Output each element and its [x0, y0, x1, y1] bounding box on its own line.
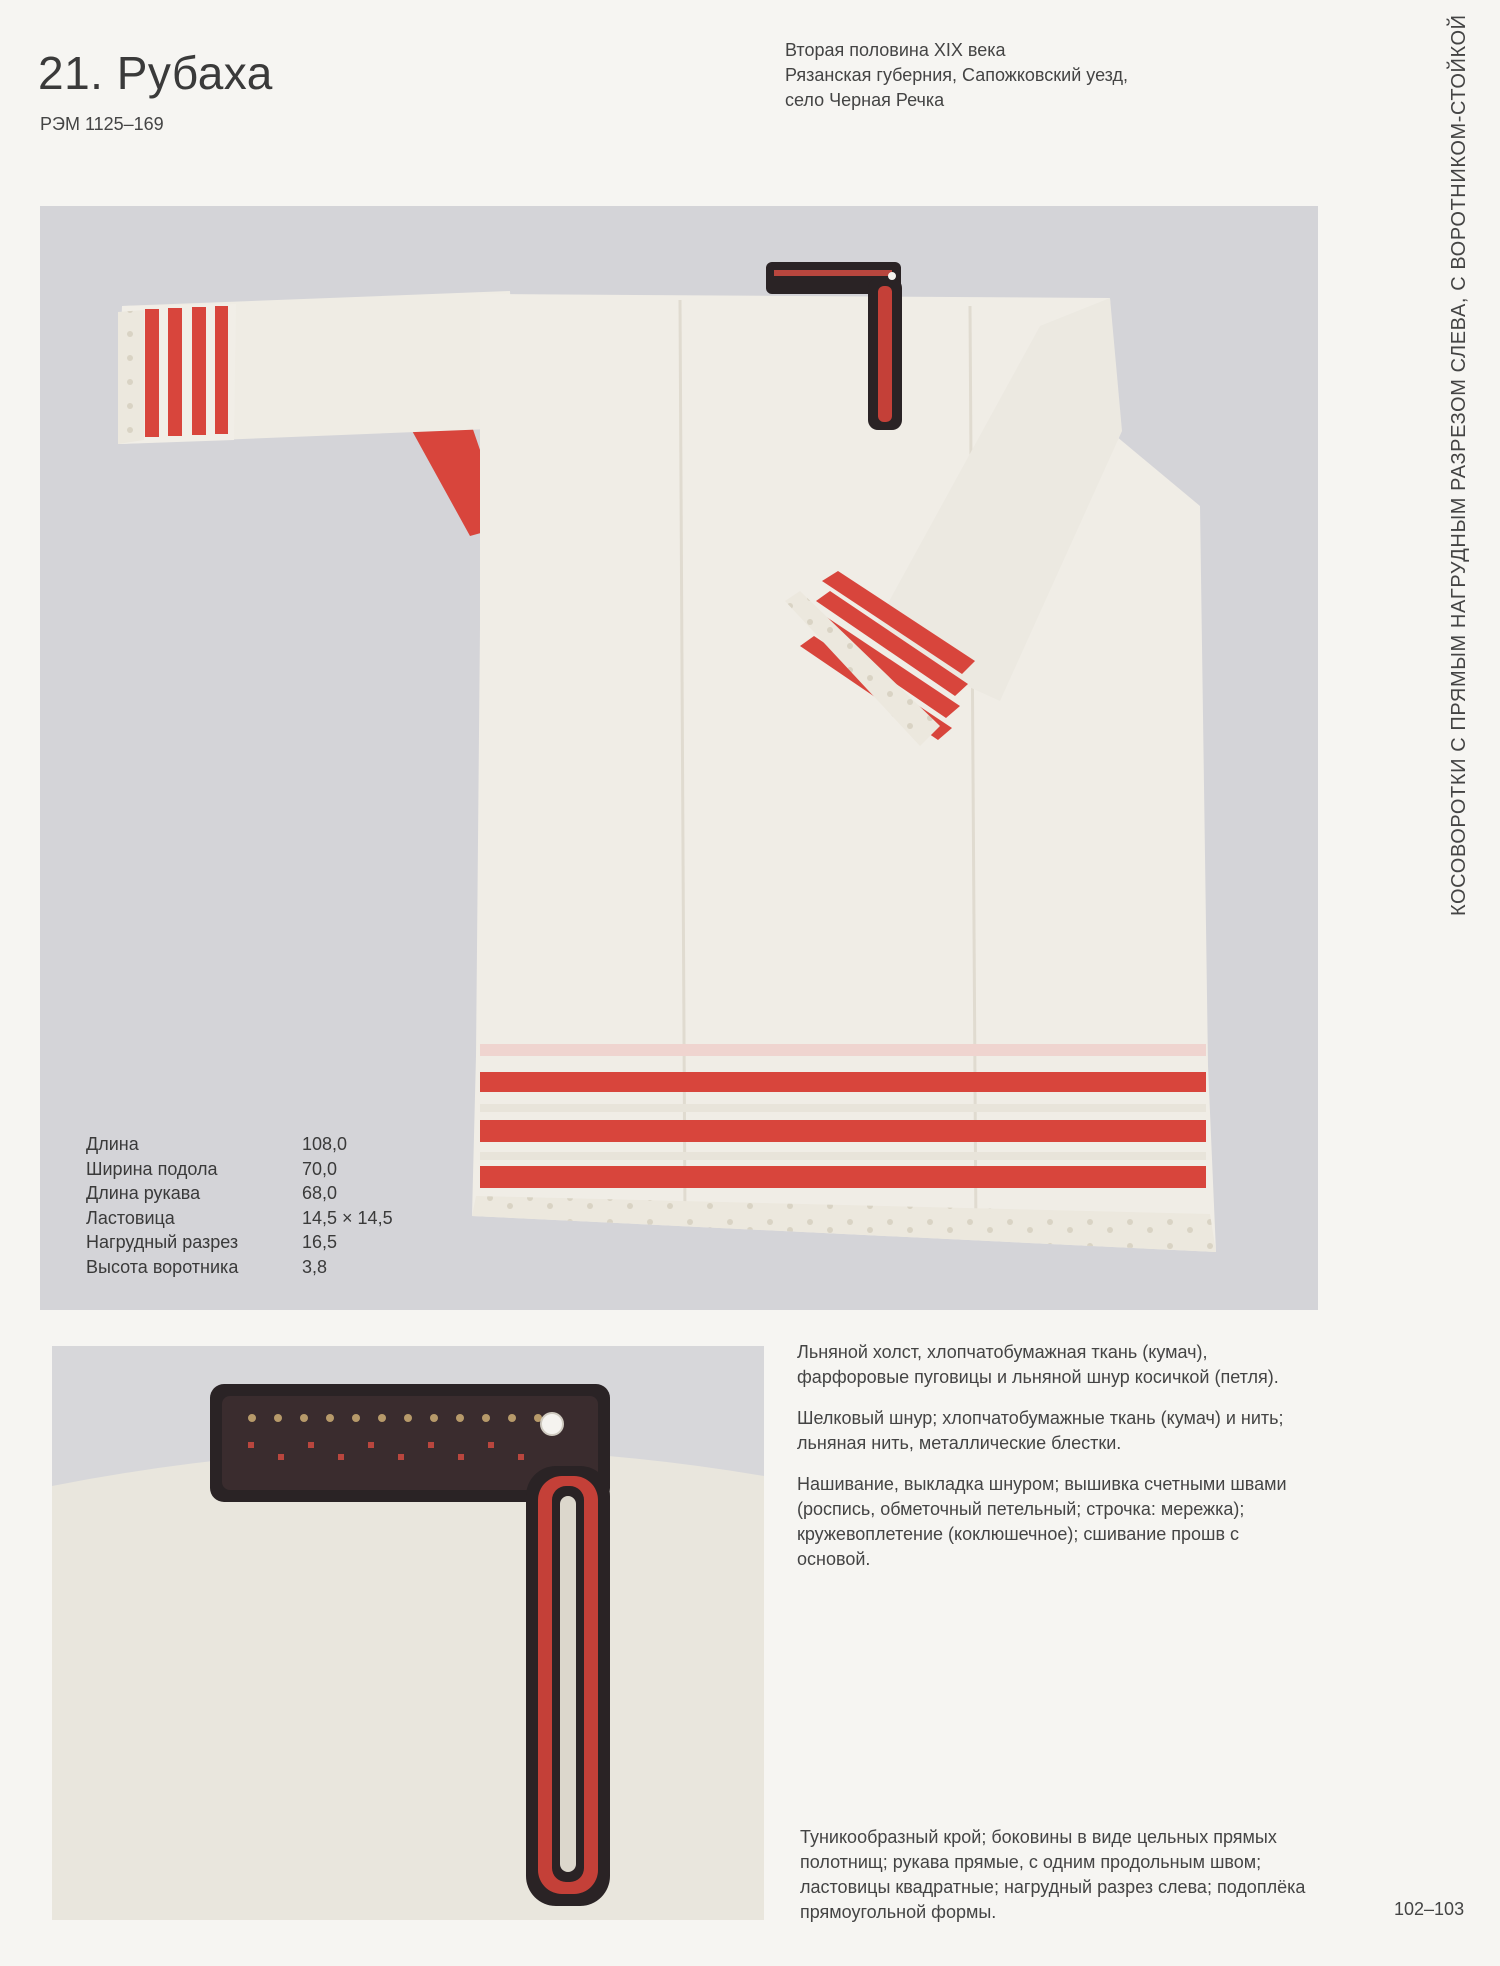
- dimensions-table: [86, 1132, 393, 1280]
- dimension-label: Длина рукава: [86, 1183, 201, 1204]
- materials-paragraph: Шелковый шнур; хлопчатобумажные ткань (кумач) и нить; льняная нить, металлические блестки.: [797, 1408, 1284, 1453]
- porcelain-button: [541, 1413, 563, 1435]
- dimension-row: [86, 1157, 393, 1182]
- page-numbers: 102–103: [1394, 1899, 1465, 1919]
- section-caption-text: КОСОВОРОТКИ С ПРЯМЫМ НАГРУДНЫМ РАЗРЕЗОМ СЛЕВА, С ВОРОТНИКОМ-СТОЙКОЙ: [1448, 14, 1470, 916]
- dimension-value: 70,0: [302, 1158, 338, 1179]
- dimension-label: Нагрудный разрез: [86, 1232, 239, 1253]
- dimension-row: [86, 1132, 393, 1157]
- provenance-region: Рязанская губерния, Сапожковский уезд,: [785, 65, 1129, 85]
- collar-detail-photo: [52, 1346, 764, 1920]
- shoulder-fabric: [52, 1448, 764, 1920]
- materials-paragraph: Льняной холст, хлопчатобумажная ткань (кумач), фарфоровые пуговицы и льняной шнур косичкой (петля).: [797, 1342, 1279, 1387]
- lace-cuff-left: [118, 310, 144, 444]
- provenance-village: село Черная Речка: [785, 90, 945, 110]
- dimension-label: Ширина подола: [86, 1158, 218, 1179]
- provenance-block: [785, 38, 1128, 113]
- dimension-value: 68,0: [302, 1183, 338, 1204]
- dimension-value: 108,0: [302, 1134, 348, 1154]
- dimension-row: [86, 1206, 393, 1231]
- cut-description: Туникообразный крой; боковины в виде цельных прямых полотнищ; рукава прямые, с одним продольным швом; ластовицы квадратные; нагрудный разрез слева; подоплёка прямоугольной формы.: [800, 1827, 1306, 1922]
- dimension-row: [86, 1230, 393, 1255]
- dimension-label: Высота воротника: [86, 1256, 239, 1277]
- inventory-number: РЭМ 1125–169: [40, 114, 164, 134]
- dimension-label: Ластовица: [86, 1207, 175, 1228]
- dimension-value: 16,5: [302, 1232, 338, 1253]
- technique-paragraph: Нашивание, выкладка шнуром; вышивка счетными швами (роспись, обметочный петельный; строчка: мережка); кружевоплетение (коклюшечное); сшивание прошв с основой.: [797, 1474, 1287, 1569]
- dimension-row: [86, 1255, 393, 1280]
- section-caption-vertical: [1446, 14, 1474, 920]
- dimension-row: [86, 1181, 393, 1206]
- collar-detail-illustration: [52, 1346, 764, 1920]
- materials-block: [797, 1340, 1317, 1588]
- dimension-label: Длина: [86, 1134, 139, 1154]
- dimension-value: 3,8: [302, 1256, 328, 1277]
- page-title: 21. Рубаха: [38, 47, 273, 99]
- provenance-date: Вторая половина XIX века: [785, 40, 1006, 60]
- dimension-value: 14,5 × 14,5: [302, 1207, 393, 1228]
